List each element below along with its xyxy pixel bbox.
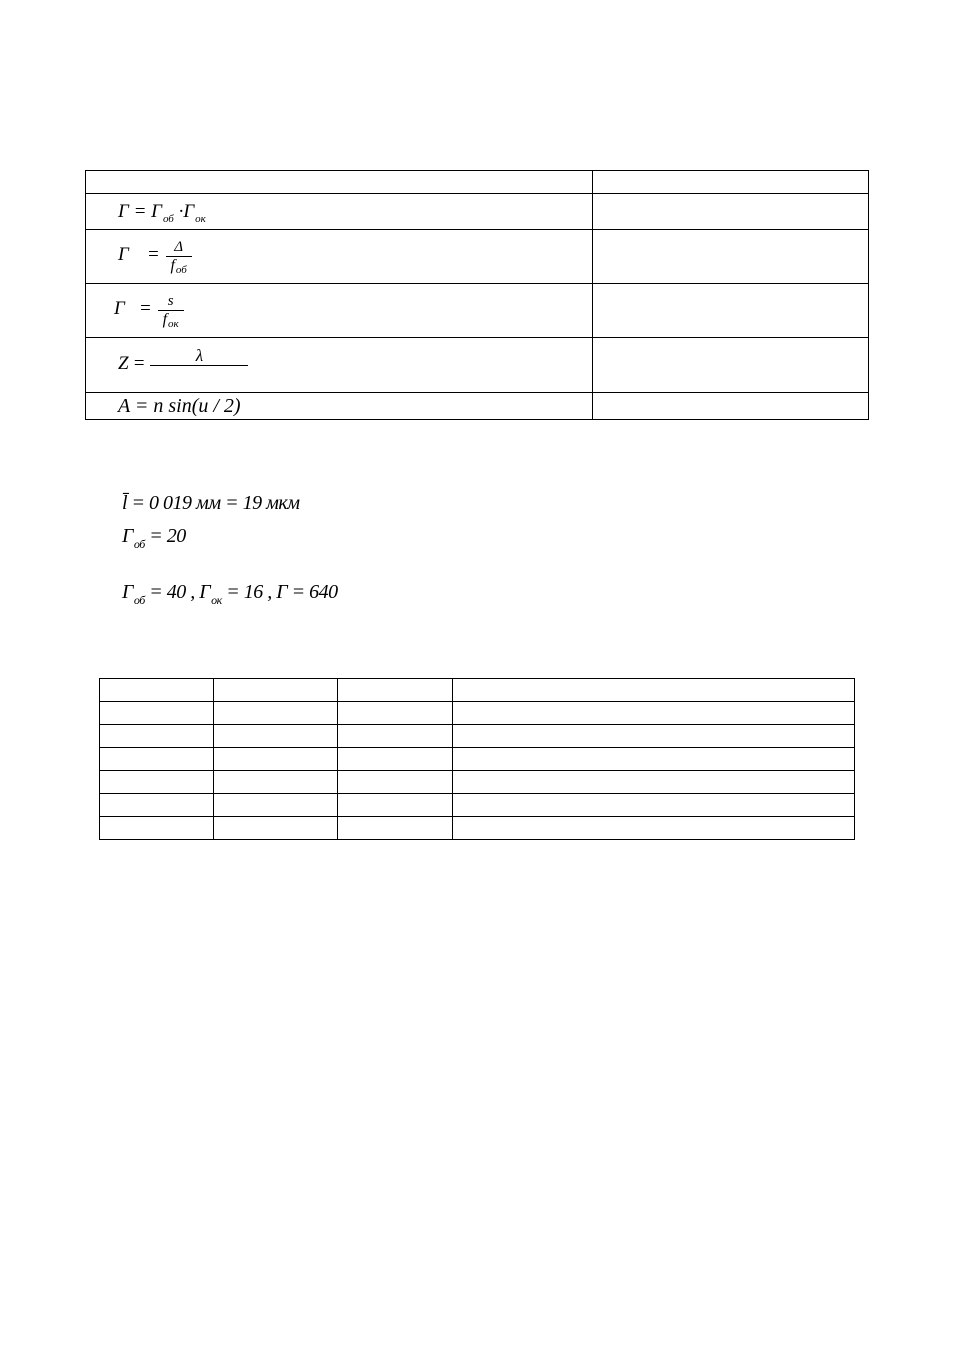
value-cell <box>593 338 869 393</box>
header-cell-formula <box>86 171 593 194</box>
formula-table-header-row <box>86 171 869 194</box>
calc-line-objective: $\Gamma_{об} = 20$ <box>122 525 186 551</box>
table-cell <box>452 702 854 725</box>
value-cell <box>593 393 869 420</box>
table-cell <box>100 702 214 725</box>
table-cell <box>338 794 453 817</box>
table-cell <box>213 725 338 748</box>
value-cell <box>593 284 869 338</box>
formula-magnification-product: $\Gamma = \Gamma_{об} \cdot\Gamma_{ок}$ <box>86 194 593 230</box>
table-cell <box>338 748 453 771</box>
table-cell <box>338 725 453 748</box>
table-cell <box>213 794 338 817</box>
table-cell <box>338 679 453 702</box>
results-table <box>99 678 855 840</box>
table-cell <box>338 817 453 840</box>
formula-table <box>85 170 869 420</box>
formula-row <box>86 230 869 284</box>
table-cell <box>452 679 854 702</box>
formula-eyepiece-magnification: Γ = $\frac{s}{\text{fок}}$ <box>86 284 593 338</box>
table-row <box>100 794 855 817</box>
table-cell <box>213 748 338 771</box>
table-row <box>100 702 855 725</box>
table-row <box>100 679 855 702</box>
formula-row <box>86 393 869 420</box>
table-cell <box>452 725 854 748</box>
calc-line-magnifications: $\Gamma_{об} = 40$ , $\Gamma_{ок} = 16$ , Γ = 640 <box>122 581 338 607</box>
table-cell <box>100 771 214 794</box>
table-cell <box>213 702 338 725</box>
table-cell <box>452 748 854 771</box>
formula-row <box>86 194 869 230</box>
table-cell <box>100 817 214 840</box>
table-row <box>100 725 855 748</box>
formula-objective-magnification: Γ = $\frac{\Delta}{\text{fоб}}$ <box>86 230 593 284</box>
table-cell <box>100 748 214 771</box>
table-cell <box>452 794 854 817</box>
table-cell <box>100 794 214 817</box>
value-cell <box>593 230 869 284</box>
value-cell <box>593 194 869 230</box>
table-row <box>100 771 855 794</box>
table-row <box>100 817 855 840</box>
table-cell <box>338 771 453 794</box>
header-cell-value <box>593 171 869 194</box>
table-cell <box>100 725 214 748</box>
table-cell <box>213 771 338 794</box>
table-cell <box>100 679 214 702</box>
table-row <box>100 748 855 771</box>
table-cell <box>452 771 854 794</box>
table-cell <box>213 817 338 840</box>
table-cell <box>213 679 338 702</box>
formula-numerical-aperture: A = n sin(u / 2) <box>86 393 593 420</box>
table-cell <box>338 702 453 725</box>
formula-resolution: Z = λ <box>86 338 593 393</box>
table-cell <box>452 817 854 840</box>
formula-row <box>86 338 869 393</box>
formula-row <box>86 284 869 338</box>
calc-line-length: l̄ = 0 019 мм = 19 мкм <box>122 492 300 514</box>
